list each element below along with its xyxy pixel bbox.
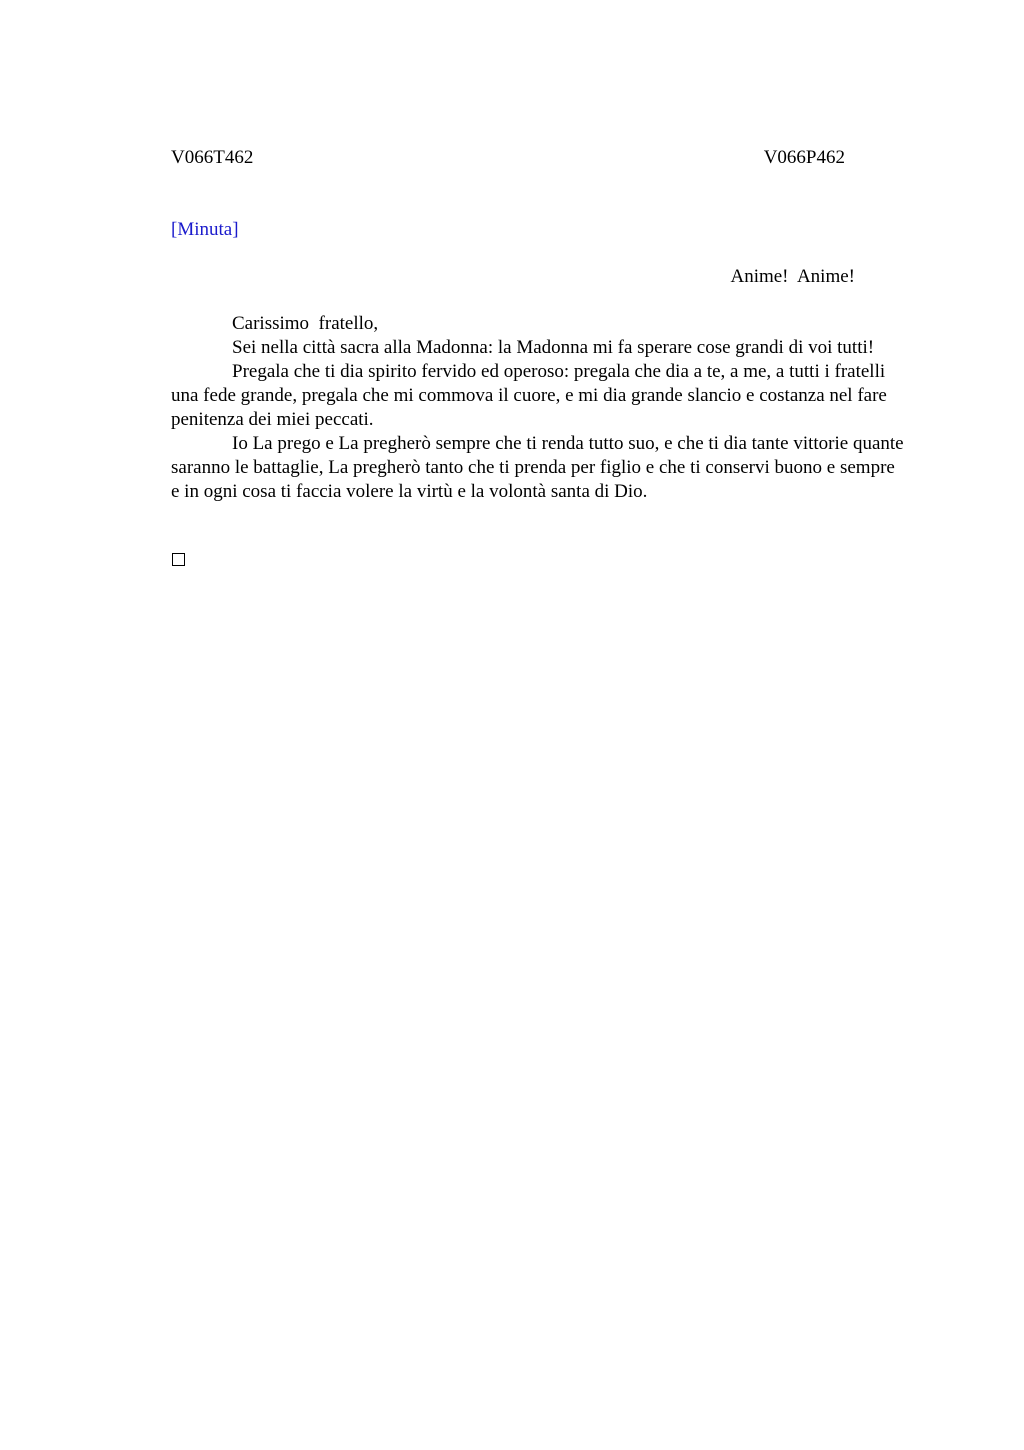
page-header bbox=[171, 146, 845, 170]
paragraph-2: Pregala che ti dia spirito fervido ed operoso: pregala che dia a te, a me, a tutti i fratelli una fede grande, pregala che mi commova il cuore, e mi dia grande slancio e costanza nel fare penitenza dei miei peccati. bbox=[171, 361, 887, 430]
salutation: Carissimo fratello, bbox=[232, 313, 379, 334]
document-code-right: V066P462 bbox=[763, 147, 845, 168]
document-code-left: V066T462 bbox=[171, 147, 254, 168]
paragraph-1: Sei nella città sacra alla Madonna: la Madonna mi fa sperare cose grandi di voi tutti! bbox=[232, 337, 875, 358]
minuta-label: [Minuta] bbox=[171, 219, 239, 240]
motto: Anime! Anime! bbox=[730, 266, 855, 287]
paragraph-3: Io La prego e La pregherò sempre che ti renda tutto suo, e che ti dia tante vittorie quante saranno le battaglie, La pregherò tanto che ti prenda per figlio e che ti conservi buono e sempre e in ogni cosa ti faccia volere la virtù e la volontà santa di Dio. bbox=[171, 433, 904, 502]
empty-square-icon bbox=[172, 553, 185, 566]
letter-body bbox=[171, 312, 906, 504]
